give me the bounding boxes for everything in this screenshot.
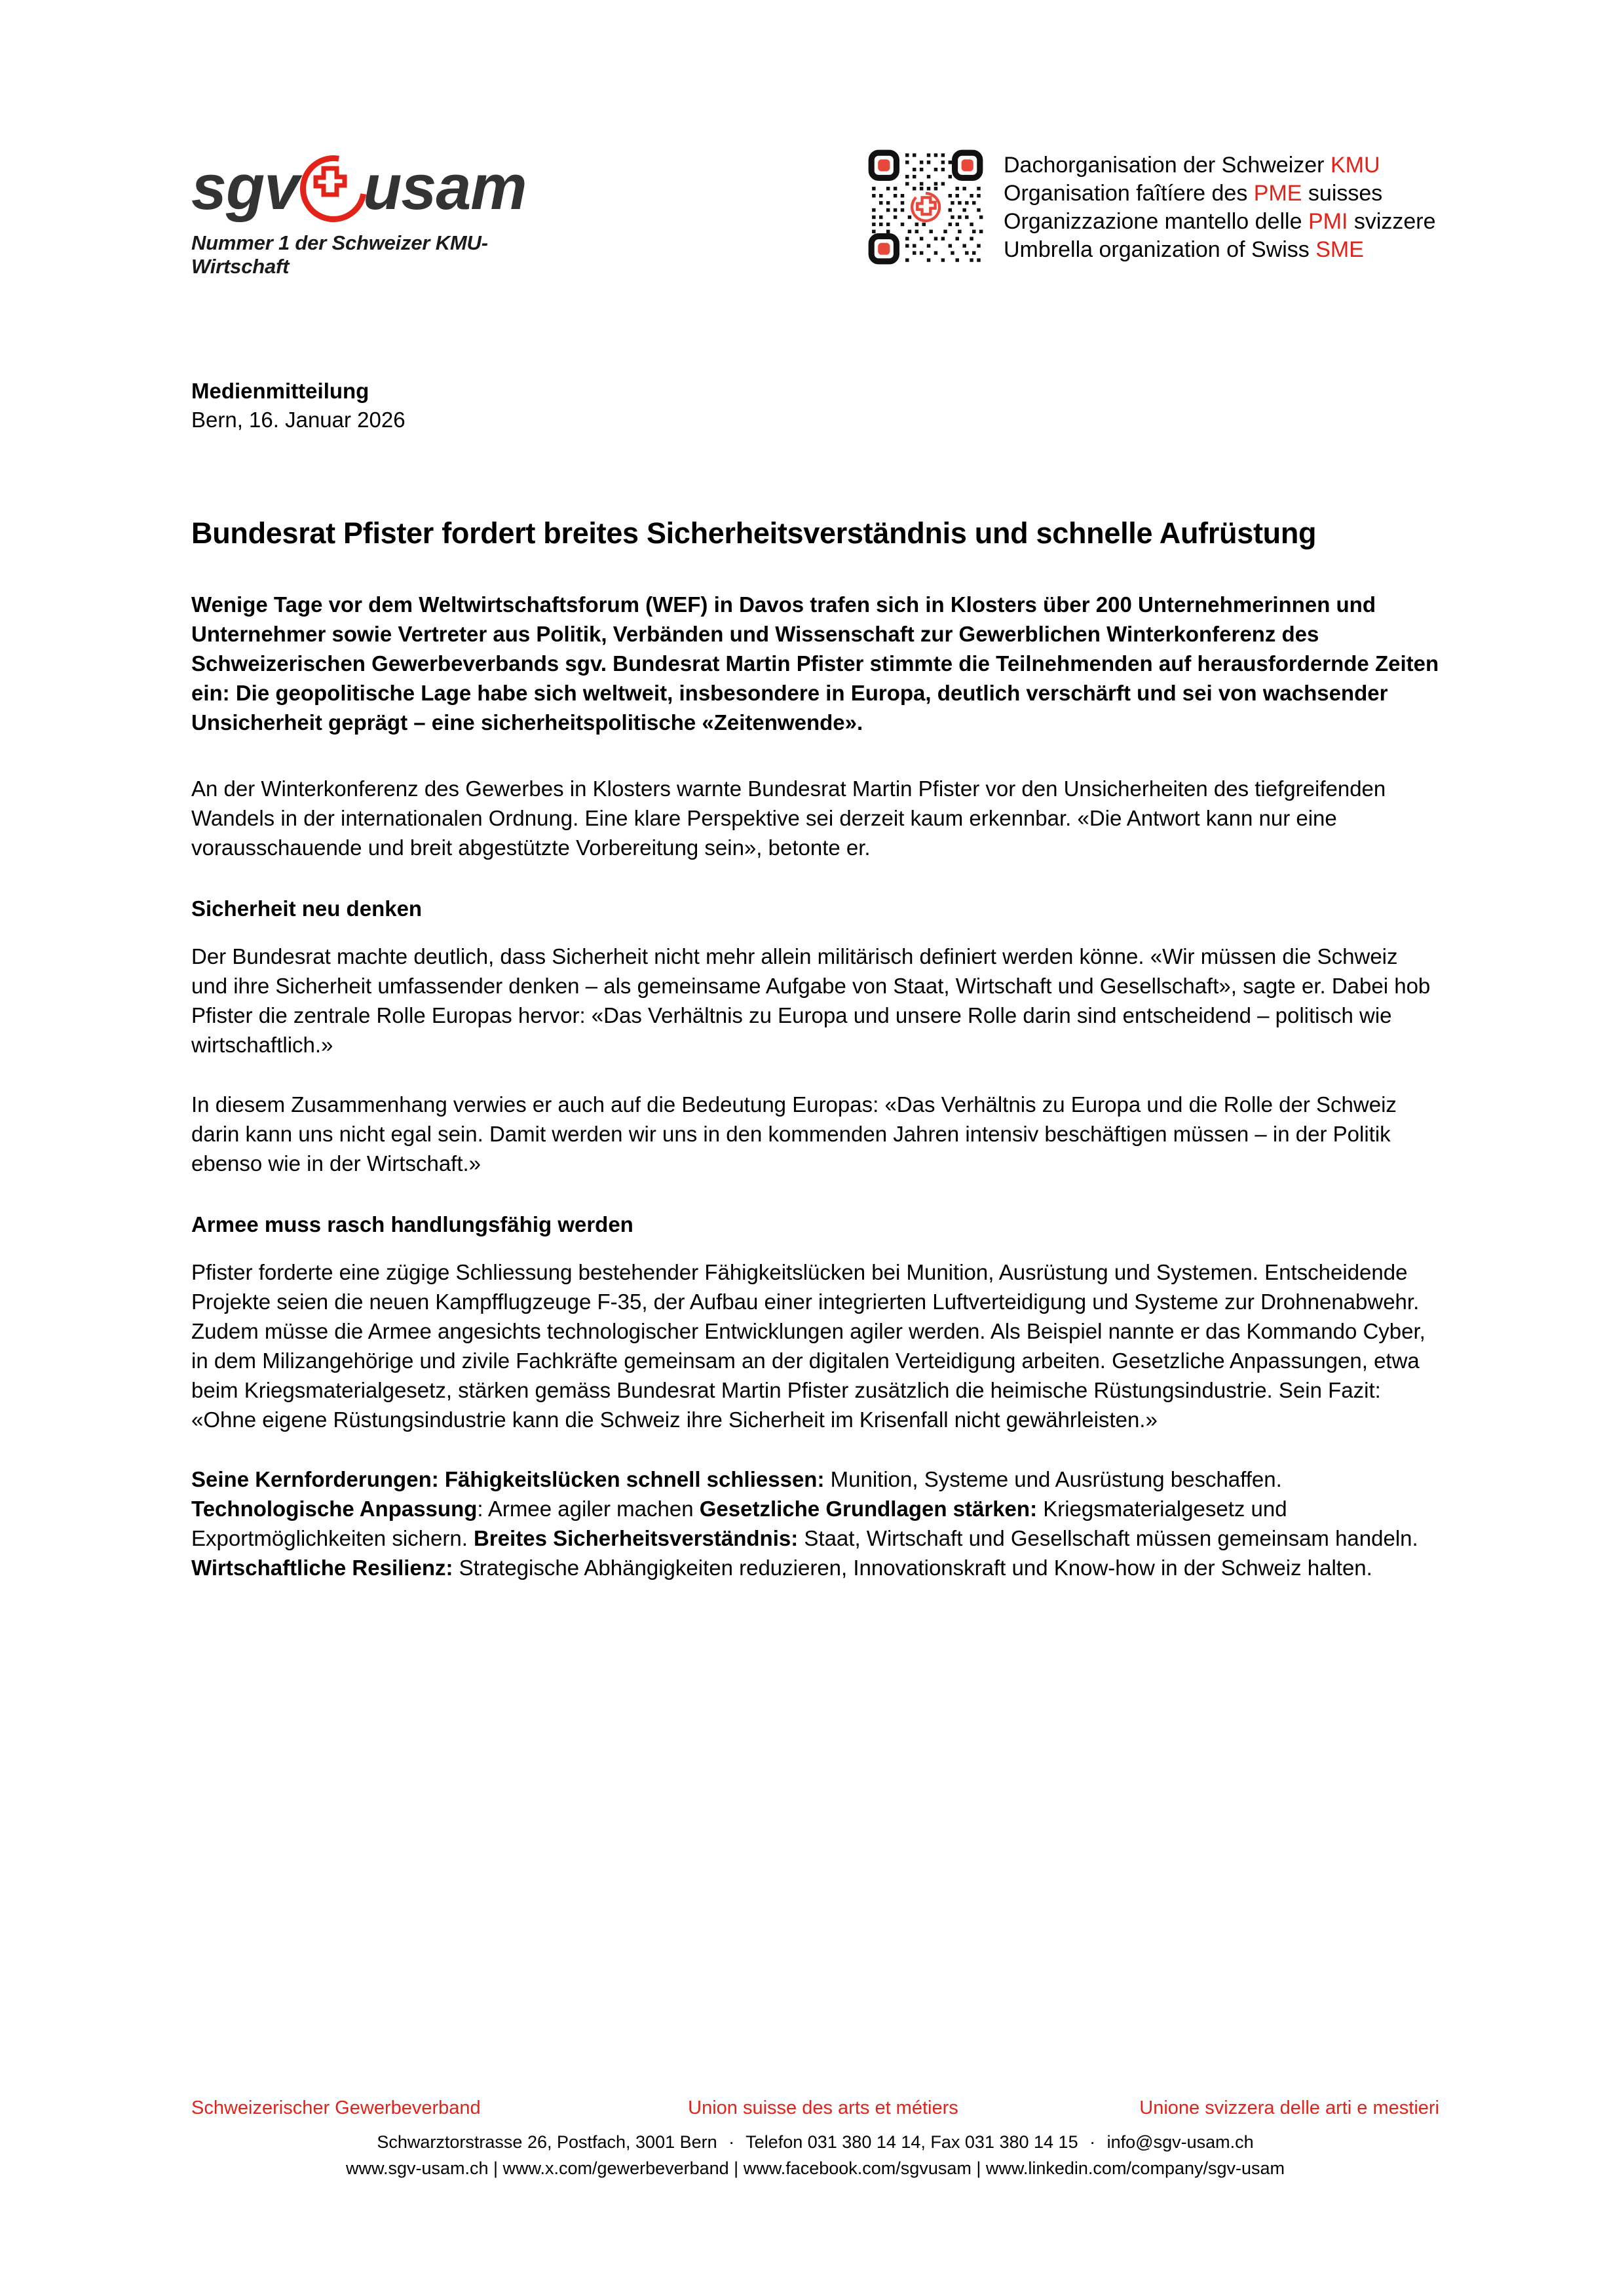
section1-paragraph-2: In diesem Zusammenhang verwies er auch auf die Bedeutung Europas: «Das Verhältnis zu Europa und die Rolle der Schweiz darin kann uns nicht egal sein. Damit werden wir uns in den kommenden Jahren intensiv beschäftigen müssen – in der Politik ebenso wie in der Wirtschaft.» — [191, 1092, 1397, 1176]
org-line-en-text: Umbrella organization of Swiss — [1004, 237, 1316, 262]
org-line-fr-text: Organisation faîtíere des — [1004, 181, 1254, 206]
footer-phone: Telefon 031 380 14 14, Fax 031 380 14 15 — [746, 2132, 1078, 2152]
demand-run-3: : Armee agiler machen — [477, 1497, 700, 1521]
section-heading-sicherheit: Sicherheit neu denken — [191, 896, 423, 921]
logo-wordmark — [191, 150, 584, 223]
org-line-it-highlight: PMI — [1308, 209, 1348, 234]
demand-run-1: Munition, Systeme und Ausrüstung beschaffen. — [824, 1467, 1282, 1491]
document-body — [191, 377, 1439, 1582]
org-line-it-after: svizzere — [1348, 209, 1436, 234]
demand-run-8: Wirtschaftliche Resilienz: — [191, 1556, 453, 1580]
section2-paragraph-1: Pfister forderte eine zügige Schliessung bestehender Fähigkeitslücken bei Munition, Ausrüstung und Systemen. Entscheidende Projekte seien die neuen Kampfflugzeuge F-35, der Aufbau einer integrierten Luftverteidigung und Systeme zur Drohnenabwehr. Zudem müsse die Armee angesichts technologischer Entwicklungen agiler werden. Als Beispiel nannte er das Kommando Cyber, in dem Milizangehörige und zivile Fachkräfte gemeinsam an der digitalen Verteidigung arbeiten. Gesetzliche Anpassungen, etwa beim Kriegsmaterialgesetz, stärken gemäss Bundesrat Martin Pfister zusätzlich die heimische Rüstungsindustrie. Sein Fazit: «Ohne eigene Rüstungsindustrie kann die Schweiz ihre Sicherheit im Krisenfall nicht gewährleisten.» — [191, 1260, 1426, 1432]
qr-code-graphic — [866, 147, 985, 267]
footer-name-de: Schweizerischer Gewerbeverband — [191, 2097, 481, 2118]
org-line-en-highlight: SME — [1315, 237, 1364, 262]
swiss-cross-circle-icon — [296, 151, 367, 222]
org-line-it — [1004, 208, 1436, 236]
demand-run-5: Kriegsmaterialgesetz und Exportmöglichkeiten sichern. — [191, 1497, 1287, 1550]
section-heading-armee: Armee muss rasch handlungsfähig werden — [191, 1212, 633, 1236]
key-demands-paragraph — [191, 1464, 1439, 1582]
footer-name-it: Unione svizzera delle arti e mestieri — [1139, 2097, 1439, 2118]
page-title: Bundesrat Pfister fordert breites Sicherheitsverständnis und schnelle Aufrüstung — [191, 516, 1317, 550]
org-line-fr-highlight: PME — [1253, 181, 1302, 206]
document-footer — [191, 2095, 1439, 2181]
document-type-label: Medienmitteilung — [191, 379, 369, 403]
org-line-de-highlight: KMU — [1330, 153, 1380, 178]
footer-separator-2: · — [1089, 2132, 1096, 2152]
footer-links-line[interactable]: www.sgv-usam.ch | www.x.com/gewerbeverband | www.facebook.com/sgvusam | www.linkedin.com/company/sgv-usam — [345, 2158, 1285, 2178]
qr-code-icon[interactable] — [866, 147, 985, 267]
demand-run-4: Gesetzliche Grundlagen stärken: — [699, 1497, 1038, 1521]
document-header — [0, 141, 1624, 278]
logo-text-sgv: sgv — [191, 151, 299, 223]
footer-email[interactable]: info@sgv-usam.ch — [1106, 2132, 1254, 2152]
lead-paragraph: Wenige Tage vor dem Weltwirtschaftsforum (WEF) in Davos trafen sich in Klosters über 200 Unternehmerinnen und Unternehmer sowie Vertreter aus Politik, Verbänden und Wissenschaft zur Gewerblichen Winterkonferenz des Schweizerischen Gewerbeverbands sgv. Bundesrat Martin Pfister stimmte die Teilnehmenden auf herausfordernde Zeiten ein: Die geopolitische Lage habe sich weltweit, insbesondere in Europa, deutlich verschärft und sei von wachsender Unsicherheit geprägt – eine sicherheitspolitische «Zeitenwende». — [191, 592, 1439, 735]
org-line-en — [1004, 236, 1436, 264]
org-line-fr-after: suisses — [1302, 181, 1383, 206]
demand-run-6: Breites Sicherheitsverständnis: — [474, 1526, 799, 1550]
footer-name-fr: Union suisse des arts et métiers — [688, 2097, 958, 2118]
sgv-usam-logo — [191, 150, 584, 278]
org-line-de — [1004, 151, 1436, 180]
logo-text-usam: usam — [363, 151, 527, 223]
organization-descriptor — [866, 147, 1436, 267]
footer-address: Schwarztorstrasse 26, Postfach, 3001 Bern — [377, 2132, 717, 2152]
demand-run-2: Technologische Anpassung — [191, 1497, 478, 1521]
demand-run-7: Staat, Wirtschaft und Gesellschaft müssen gemeinsam handeln. — [798, 1526, 1418, 1550]
org-line-de-text: Dachorganisation der Schweizer — [1004, 153, 1331, 178]
footer-contact-line — [191, 2129, 1439, 2155]
org-line-it-text: Organizzazione mantello delle — [1004, 209, 1308, 234]
section1-paragraph-1: Der Bundesrat machte deutlich, dass Sicherheit nicht mehr allein militärisch definiert werden könne. «Wir müssen die Schweiz und ihre Sicherheit umfassender denken – als gemeinsame Aufgabe von Staat, Wirtschaft und Gesellschaft», sagte er. Dabei hob Pfister die zentrale Rolle Europas hervor: «Das Verhältnis zu Europa und unsere Rolle darin sind entscheidend – politisch wie wirtschaftlich.» — [191, 944, 1431, 1057]
demand-run-0: Seine Kernforderungen: Fähigkeitslücken schnell schliessen: — [191, 1467, 825, 1491]
logo-tagline: Nummer 1 der Schweizer KMU-Wirtschaft — [191, 231, 488, 278]
org-line-fr — [1004, 180, 1436, 208]
footer-organization-names — [191, 2095, 1439, 2121]
dateline: Bern, 16. Januar 2026 — [191, 408, 406, 432]
demand-run-9: Strategische Abhängigkeiten reduzieren, Innovationskraft und Know-how in der Schweiz halten. — [453, 1556, 1372, 1580]
intro-paragraph: An der Winterkonferenz des Gewerbes in Klosters warnte Bundesrat Martin Pfister vor den Unsicherheiten des tiefgreifenden Wandels in der internationalen Ordnung. Eine klare Perspektive sei derzeit kaum erkennbar. «Die Antwort kann nur eine vorausschauende und breit abgestützte Vorbereitung sein», betonte er. — [191, 776, 1386, 860]
organization-descriptor-lines — [1004, 147, 1436, 264]
swiss-cross-glyph — [311, 166, 347, 202]
footer-separator-1: · — [728, 2132, 735, 2152]
